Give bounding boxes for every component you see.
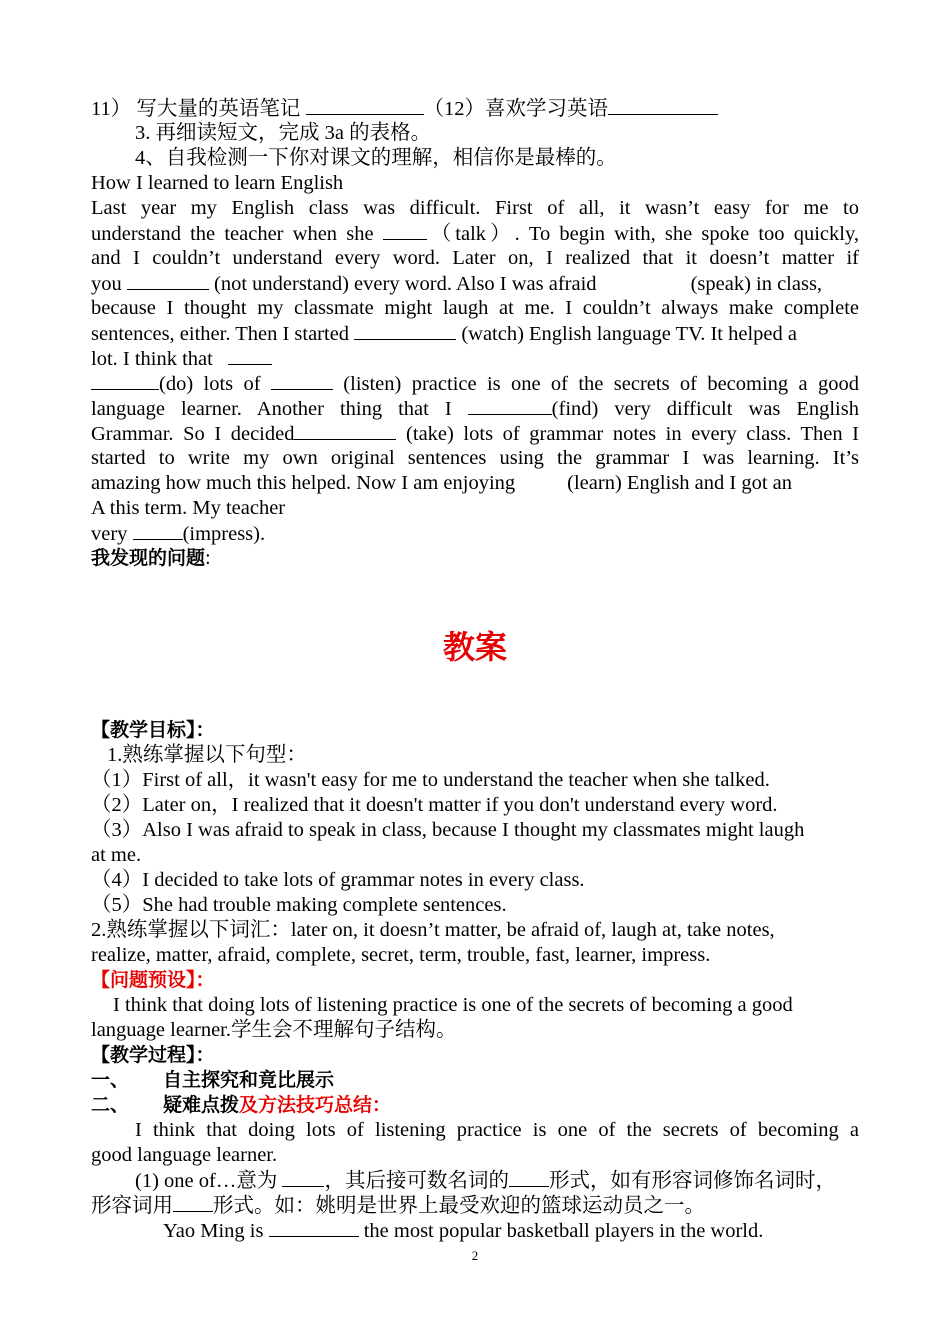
process-step: 一、 自主探究和竟比展示: [91, 1069, 335, 1091]
passage-line: (do) lots of (listen) practice is one of the secrets of becoming a good: [91, 371, 859, 396]
example-sentence: I think that doing lots of listening practice is one of the secrets of becoming a: [135, 1119, 859, 1141]
blank: [306, 96, 424, 115]
process-step: 二、 疑难点拨及方法技巧总结：: [91, 1094, 392, 1116]
question-line: Yao Ming is the most popular basketball players in the world.: [163, 1220, 764, 1242]
example-sentence: good language learner.: [91, 1144, 278, 1166]
problems-label: 我发现的问题:: [91, 547, 211, 569]
passage-line: because I thought my classmate might laugh at me. I couldn’t always make complete: [91, 297, 859, 319]
blank: [228, 346, 272, 365]
passage-line: amazing how much this helped. Now I am enjoying (learn) English and I got an: [91, 472, 793, 494]
blank: [468, 396, 552, 415]
instruction-4: 4、自我检测一下你对课文的理解，相信你是最棒的。: [135, 147, 617, 169]
passage-title: How I learned to learn English: [91, 172, 344, 194]
passage-line: language learner. Another thing that I (find) very difficult was English: [91, 398, 859, 420]
blank: [282, 1168, 324, 1187]
question-line: (1) one of…意为 ，其后接可数名词的 形式，如有形容词修饰名词时，: [135, 1170, 836, 1192]
text: （12）喜欢学习英语: [423, 98, 608, 120]
exercise-section: [91, 96, 859, 571]
page-title: 教案: [442, 628, 507, 666]
sentence-item: （3）Also I was afraid to speak in class, because I thought my classmates might laugh: [91, 819, 805, 841]
question-line: 形容词用 形式。如：姚明是世界上最受欢迎的篮球运动员之一。: [91, 1195, 705, 1217]
instruction-3: 3. 再细读短文，完成 3a 的表格。: [135, 122, 432, 144]
sentence-item: at me.: [91, 844, 142, 866]
section-heading: 【教学过程】：: [91, 1044, 215, 1066]
sentence-item: （5）She had trouble making complete sentences.: [91, 894, 507, 916]
lesson-plan-section: [91, 718, 859, 1243]
text: 11） 写大量的英语笔记: [91, 98, 306, 120]
line-notes: [91, 96, 859, 121]
passage-line: you (not understand) every word. Also I was afraid (speak) in class,: [91, 273, 823, 295]
blank: [354, 321, 456, 340]
passage-line: understand the teacher when she （talk）. To begin with, she spoke too quickly,: [91, 223, 859, 245]
blank: [173, 1193, 213, 1212]
page-number: 2: [471, 1248, 479, 1263]
blank: [509, 1168, 549, 1187]
passage-line: and I couldn’t understand every word. Later on, I realized that it doesn’t matter if: [91, 247, 859, 269]
sentence-item: （2）Later on，I realized that it doesn't matter if you don't understand every word.: [91, 794, 778, 816]
blank: [608, 96, 718, 115]
passage-line: started to write my own original sentences using the grammar I was learning. It’s: [91, 447, 859, 469]
goal-item: 1.熟练掌握以下句型：: [107, 744, 307, 766]
sentence-item: （4）I decided to take lots of grammar notes in every class.: [91, 869, 585, 891]
blank: [127, 271, 209, 290]
passage-line: very (impress).: [91, 523, 266, 545]
presumption-text: I think that doing lots of listening practice is one of the secrets of becoming a good: [113, 994, 793, 1016]
sentence-item: （1）First of all，it wasn't easy for me to understand the teacher when she talked.: [91, 769, 770, 791]
passage-line: lot. I think that: [91, 346, 859, 371]
blank: [133, 521, 183, 540]
passage-line: sentences, either. Then I started (watch) English language TV. It helped a: [91, 323, 797, 345]
section-heading: 【问题预设】：: [91, 969, 215, 991]
blank: [294, 421, 396, 440]
vocab-item: 2.熟练掌握以下词汇：later on, it doesn’t matter, be afraid of, laugh at, take notes,: [91, 919, 775, 941]
blank: [91, 371, 159, 390]
passage-line: Last year my English class was difficult. First of all, it wasn’t easy for me to: [91, 197, 859, 219]
passage-line: Grammar. So I decided (take) lots of grammar notes in every class. Then I: [91, 423, 859, 445]
section-heading: 【教学目标】：: [91, 719, 215, 741]
vocab-item: realize, matter, afraid, complete, secret, term, trouble, fast, learner, impress.: [91, 944, 711, 966]
blank: [271, 371, 333, 390]
blank: [269, 1218, 359, 1237]
blank: [383, 221, 427, 240]
passage-line: A this term. My teacher: [91, 497, 286, 519]
presumption-text: language learner.学生会不理解句子结构。: [91, 1019, 457, 1041]
